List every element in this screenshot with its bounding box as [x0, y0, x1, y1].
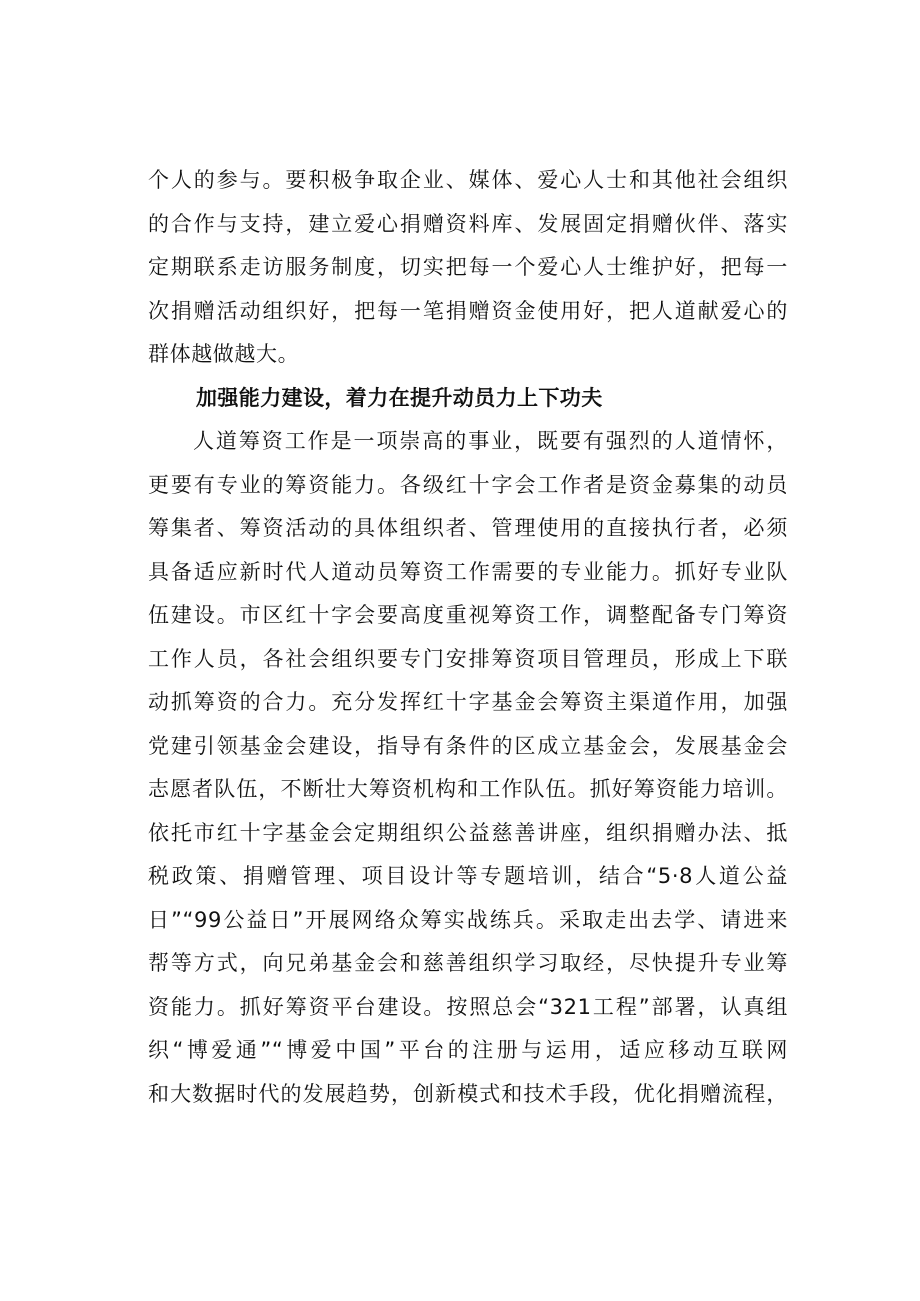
paragraph-line: 更要有专业的筹资能力。各级红十字会工作者是资金募集的动员: [148, 472, 788, 497]
paragraph-line: 定期联系走访服务制度，切实把每一个爱心人士维护好，把每一: [148, 255, 788, 279]
paragraph-2: [148, 420, 788, 1116]
paragraph-line: 志愿者队伍，不断壮大筹资机构和工作队伍。抓好筹资能力培训。: [148, 777, 788, 801]
paragraph-line: 税政策、捐赠管理、项目设计等专题培训，结合“5·8人道公益: [148, 864, 788, 888]
paragraph-line: 具备适应新时代人道动员筹资工作需要的专业能力。抓好专业队: [148, 559, 788, 584]
paragraph-1: [148, 159, 788, 377]
paragraph-line: 日”“99公益日”开展网络众筹实战练兵。采取走出去学、请进来: [148, 907, 788, 932]
paragraph-line: 动抓筹资的合力。充分发挥红十字基金会筹资主渠道作用，加强: [148, 690, 788, 714]
paragraph-line: 和大数据时代的发展趋势，创新模式和技术手段，优化捐赠流程，: [148, 1081, 788, 1106]
paragraph-line: 党建引领基金会建设，指导有条件的区成立基金会，发展基金会: [148, 733, 788, 758]
section-heading: 加强能力建设，着力在提升动员力上下功夫: [196, 385, 603, 410]
document-body: [148, 159, 788, 1116]
paragraph-line: 依托市红十字基金会定期组织公益慈善讲座，组织捐赠办法、抵: [148, 820, 788, 845]
paragraph-line: 人道筹资工作是一项崇高的事业，既要有强烈的人道情怀，: [193, 429, 788, 453]
paragraph-line: 筹集者、筹资活动的具体组织者、管理使用的直接执行者，必须: [148, 516, 788, 540]
paragraph-line: 伍建设。市区红十字会要高度重视筹资工作，调整配备专门筹资: [148, 603, 788, 627]
paragraph-line: 资能力。抓好筹资平台建设。按照总会“321工程”部署，认真组: [148, 994, 788, 1019]
paragraph-line: 群体越做越大。: [148, 342, 300, 366]
paragraph-line: 的合作与支持，建立爱心捐赠资料库、发展固定捐赠伙伴、落实: [148, 211, 788, 236]
paragraph-line: 工作人员，各社会组织要专门安排筹资项目管理员，形成上下联: [148, 646, 788, 671]
paragraph-line: 织“博爱通”“博爱中国”平台的注册与运用，适应移动互联网: [148, 1038, 788, 1062]
paragraph-line: 帮等方式，向兄弟基金会和慈善组织学习取经，尽快提升专业筹: [148, 951, 788, 975]
paragraph-line: 次捐赠活动组织好，把每一笔捐赠资金使用好，把人道献爱心的: [148, 298, 788, 323]
paragraph-line: 个人的参与。要积极争取企业、媒体、爱心人士和其他社会组织: [148, 168, 788, 192]
